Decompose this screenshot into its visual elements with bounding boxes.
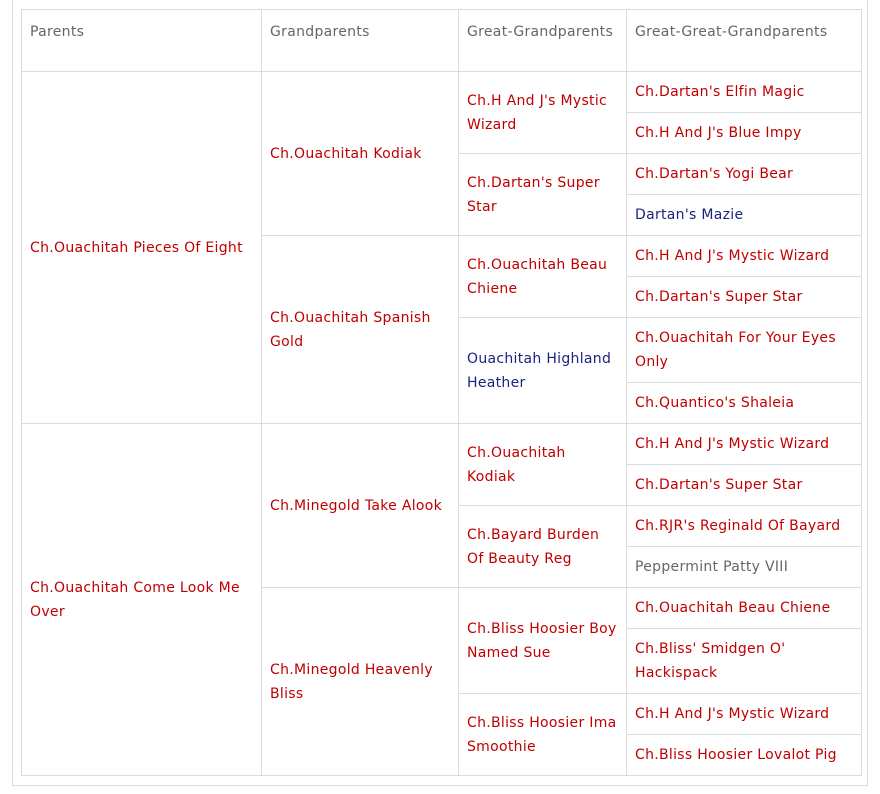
great-grandparent-cell[interactable]: [459, 318, 627, 424]
grandparent-cell[interactable]: [262, 424, 459, 588]
great-great-grandparent-cell[interactable]: [627, 236, 862, 277]
grandparent-name[interactable]: Ch.Minegold Heavenly Bliss: [270, 661, 433, 702]
great-great-grandparent-cell[interactable]: [627, 195, 862, 236]
ancestor-name[interactable]: Ch.Bliss' Smidgen O' Hackispack: [635, 641, 786, 681]
great-grandparent-cell[interactable]: [459, 236, 627, 318]
great-great-grandparent-cell[interactable]: [627, 277, 862, 318]
great-grandparent-name[interactable]: Ch.Ouachitah Kodiak: [467, 444, 566, 485]
parent-sire[interactable]: [22, 72, 262, 424]
ancestor-name[interactable]: Ch.H And J's Blue Impy: [635, 125, 802, 141]
great-grandparent-name[interactable]: Ch.Dartan's Super Star: [467, 174, 600, 215]
great-great-grandparent-cell[interactable]: [627, 506, 862, 547]
great-great-grandparent-cell[interactable]: [627, 154, 862, 195]
grandparent-cell[interactable]: [262, 72, 459, 236]
great-great-grandparent-cell: [627, 547, 862, 588]
great-grandparent-name[interactable]: Ch.Bayard Burden Of Beauty Reg: [467, 526, 600, 567]
great-grandparent-cell[interactable]: [459, 154, 627, 236]
great-great-grandparent-cell[interactable]: [627, 465, 862, 506]
header-grandparents: Grandparents: [262, 10, 459, 72]
ancestor-name[interactable]: Ch.Ouachitah Beau Chiene: [635, 600, 831, 616]
great-grandparent-cell[interactable]: [459, 588, 627, 694]
header-row: [22, 10, 862, 72]
ancestor-name[interactable]: Dartan's Mazie: [635, 207, 744, 223]
ancestor-name[interactable]: Ch.RJR's Reginald Of Bayard: [635, 518, 841, 534]
grandparent-name[interactable]: Ch.Ouachitah Kodiak: [270, 145, 422, 162]
great-great-grandparent-cell[interactable]: [627, 735, 862, 776]
ancestor-name[interactable]: Ch.H And J's Mystic Wizard: [635, 436, 830, 452]
ancestor-name[interactable]: Ch.H And J's Mystic Wizard: [635, 248, 830, 264]
great-grandparent-name[interactable]: Ch.H And J's Mystic Wizard: [467, 92, 608, 133]
pedigree-table: [21, 9, 862, 776]
great-grandparent-name[interactable]: Ch.Bliss Hoosier Ima Smoothie: [467, 714, 617, 755]
great-grandparent-name[interactable]: Ouachitah Highland Heather: [467, 350, 612, 391]
grandparent-cell[interactable]: [262, 588, 459, 776]
header-great-great-grandparents: Great-Great-Grandparents: [627, 10, 862, 72]
great-great-grandparent-cell[interactable]: [627, 383, 862, 424]
great-grandparent-cell[interactable]: [459, 506, 627, 588]
grandparent-name[interactable]: Ch.Ouachitah Spanish Gold: [270, 309, 431, 350]
ancestor-name[interactable]: Ch.Dartan's Super Star: [635, 477, 803, 493]
parent-name[interactable]: Ch.Ouachitah Come Look Me Over: [30, 579, 240, 620]
great-great-grandparent-cell[interactable]: [627, 318, 862, 383]
grandparent-name[interactable]: Ch.Minegold Take Alook: [270, 497, 443, 514]
great-great-grandparent-cell[interactable]: [627, 694, 862, 735]
header-parents: Parents: [22, 10, 262, 72]
ancestor-name[interactable]: Ch.Dartan's Elfin Magic: [635, 84, 805, 100]
parent-dam[interactable]: [22, 424, 262, 776]
ancestor-name: Peppermint Patty VIII: [635, 559, 789, 575]
great-great-grandparent-cell[interactable]: [627, 113, 862, 154]
great-grandparent-name[interactable]: Ch.Bliss Hoosier Boy Named Sue: [467, 620, 617, 661]
ancestor-name[interactable]: Ch.Dartan's Super Star: [635, 289, 803, 305]
great-great-grandparent-cell[interactable]: [627, 424, 862, 465]
header-great-grandparents: Great-Grandparents: [459, 10, 627, 72]
great-grandparent-name[interactable]: Ch.Ouachitah Beau Chiene: [467, 256, 608, 297]
ancestor-name[interactable]: Ch.Quantico's Shaleia: [635, 395, 795, 411]
ancestor-name[interactable]: Ch.Dartan's Yogi Bear: [635, 166, 794, 182]
great-grandparent-cell[interactable]: [459, 72, 627, 154]
great-great-grandparent-cell[interactable]: [627, 588, 862, 629]
great-great-grandparent-cell[interactable]: [627, 629, 862, 694]
parent-name[interactable]: Ch.Ouachitah Pieces Of Eight: [30, 239, 243, 256]
ancestor-name[interactable]: Ch.Bliss Hoosier Lovalot Pig: [635, 747, 837, 763]
great-great-grandparent-cell[interactable]: [627, 72, 862, 113]
ancestor-name[interactable]: Ch.Ouachitah For Your Eyes Only: [635, 330, 836, 370]
great-grandparent-cell[interactable]: [459, 694, 627, 776]
ancestor-name[interactable]: Ch.H And J's Mystic Wizard: [635, 706, 830, 722]
grandparent-cell[interactable]: [262, 236, 459, 424]
great-grandparent-cell[interactable]: [459, 424, 627, 506]
